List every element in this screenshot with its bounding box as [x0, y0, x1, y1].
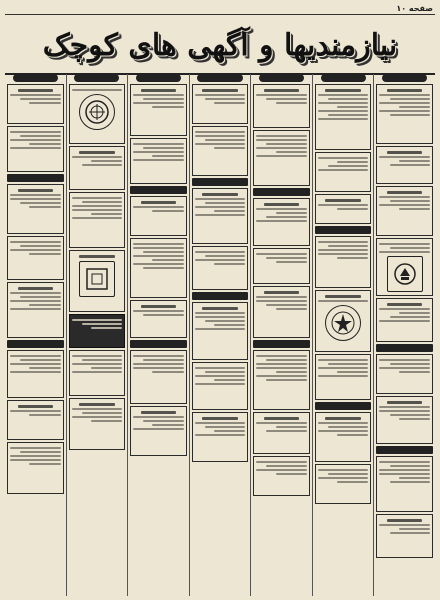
classified-ad [69, 250, 126, 312]
classified-ad [7, 236, 64, 280]
section-header [376, 446, 433, 454]
classified-ad [69, 350, 126, 396]
section-header [253, 188, 310, 196]
classified-ad [315, 236, 372, 288]
square-emblem-logo [79, 261, 115, 297]
crest-logo [325, 305, 361, 341]
classified-ad [253, 456, 310, 496]
classified-ad [7, 282, 64, 338]
classified-ad [7, 84, 64, 124]
classified-ad [253, 248, 310, 284]
classified-ad [130, 350, 187, 404]
column-1 [373, 74, 435, 596]
section-header [253, 340, 310, 348]
page-number: صفحه ۱۰ [396, 4, 433, 13]
masthead [5, 17, 435, 75]
classified-ad [130, 84, 187, 136]
classified-ad [192, 412, 249, 462]
classified-ad [130, 406, 187, 456]
classified-ad [7, 350, 64, 398]
classified-ad [130, 138, 187, 184]
masthead-title: نیازمندیها و آگهی های کوچک [42, 27, 398, 63]
classified-ad [192, 362, 249, 410]
classified-ad [376, 354, 433, 394]
classified-ad [376, 456, 433, 512]
section-header [259, 74, 304, 82]
classified-ad [376, 146, 433, 184]
section-header [74, 74, 119, 82]
classified-ad [7, 184, 64, 234]
section-header [382, 74, 427, 82]
classified-ad [315, 354, 372, 400]
classified-ad [192, 84, 249, 124]
classified-ad [253, 130, 310, 186]
section-header [192, 292, 249, 300]
classified-ad [253, 412, 310, 454]
classified-ad [69, 398, 126, 450]
column-4 [189, 74, 251, 596]
section-header [136, 74, 181, 82]
section-header [315, 402, 372, 410]
section-header [197, 74, 242, 82]
section-header [315, 226, 372, 234]
column-6 [66, 74, 128, 596]
classified-ad [69, 146, 126, 190]
classified-ad [7, 400, 64, 440]
classified-ad [69, 84, 126, 144]
section-header [376, 344, 433, 352]
classified-ad [315, 84, 372, 150]
classified-ad [315, 290, 372, 352]
classified-ad [69, 192, 126, 248]
classified-ad [315, 152, 372, 192]
section-header [130, 186, 187, 194]
classified-ad [376, 298, 433, 342]
classified-ad [192, 126, 249, 176]
dateline [5, 3, 435, 15]
section-header [321, 74, 366, 82]
classified-ad [376, 514, 433, 558]
classified-ad [253, 84, 310, 128]
classified-ad [130, 196, 187, 236]
classified-ad [253, 350, 310, 410]
classified-ad [192, 188, 249, 244]
classified-ad [69, 314, 126, 348]
classified-ad [253, 198, 310, 246]
classified-ad [315, 412, 372, 462]
classified-ad [315, 464, 372, 504]
classified-ad [253, 286, 310, 338]
column-3 [250, 74, 312, 596]
classified-ad [376, 238, 433, 296]
classified-ad [130, 300, 187, 338]
section-header [7, 174, 64, 182]
ad-columns [5, 74, 435, 596]
column-2 [312, 74, 374, 596]
classified-ad [376, 84, 433, 144]
classified-ad [192, 246, 249, 290]
classified-ad [192, 302, 249, 360]
column-5 [127, 74, 189, 596]
classified-ad [376, 186, 433, 236]
section-header [130, 340, 187, 348]
classified-ad [130, 238, 187, 298]
round-emblem-logo [79, 94, 115, 130]
section-header [192, 178, 249, 186]
emblem-logo [387, 256, 423, 292]
classified-ad [315, 194, 372, 224]
classified-ad [376, 396, 433, 444]
section-header [13, 74, 58, 82]
column-7 [5, 74, 66, 596]
classified-ad [7, 126, 64, 172]
classified-ad [7, 442, 64, 494]
section-header [7, 340, 64, 348]
